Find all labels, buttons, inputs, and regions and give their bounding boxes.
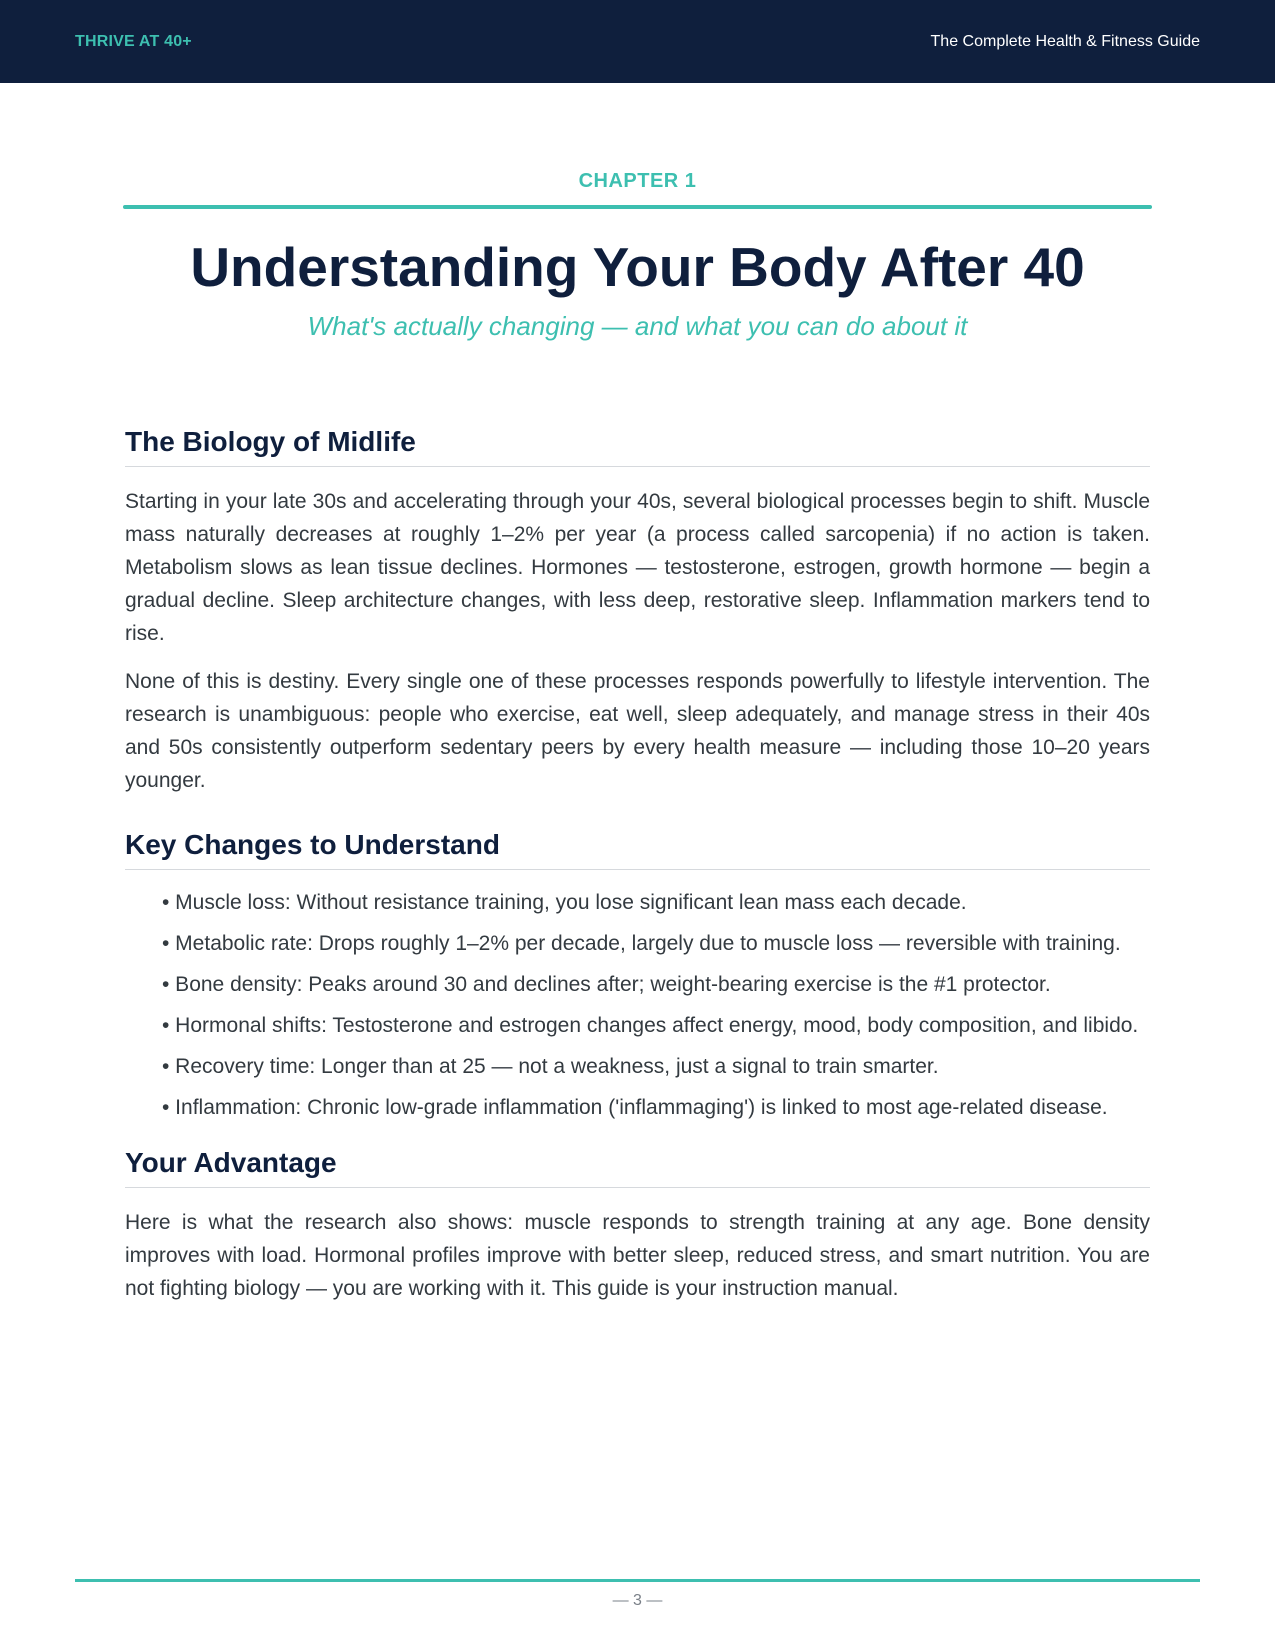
brand-name: THRIVE AT 40+ (75, 32, 192, 50)
section-heading: The Biology of Midlife (125, 424, 1150, 467)
list-item: • Muscle loss: Without resistance training, you lose significant lean mass each decade. (162, 891, 967, 914)
footer-divider (75, 1579, 1200, 1582)
body-paragraph: None of this is destiny. Every single one of these processes responds powerfully to lifestyle intervention. The research is unambiguous: people who exercise, eat well, sleep adequately, and manage stress in their 40s and 50s consistently outperform sedentary peers by every health measure — including those 10–20 years younger. (125, 670, 1150, 792)
top-header-bar (0, 0, 1275, 83)
page-number: — 3 — (612, 1592, 663, 1609)
guide-title: The Complete Health & Fitness Guide (930, 32, 1200, 50)
body-paragraph: Here is what the research also shows: muscle responds to strength training at any age. Bone density improves with load. Hormonal profiles improve with better sleep, reduced stress, and smart nutrition. You are not fighting biology — you are working with it. This guide is your instruction manual. (125, 1211, 1150, 1300)
list-item: • Metabolic rate: Drops roughly 1–2% per decade, largely due to muscle loss — reversible with training. (162, 932, 1121, 955)
section-heading: Key Changes to Understand (125, 827, 1150, 870)
section-biology-of-midlife (125, 424, 1150, 797)
chapter-content (125, 424, 1150, 1305)
list-item: • Bone density: Peaks around 30 and declines after; weight-bearing exercise is the #1 protector. (162, 973, 1051, 996)
key-changes-list (125, 887, 1150, 1123)
list-item: • Recovery time: Longer than at 25 — not a weakness, just a signal to train smarter. (162, 1055, 939, 1078)
section-heading: Your Advantage (125, 1145, 1150, 1188)
page-subtitle: What's actually changing — and what you can do about it (307, 311, 968, 341)
section-your-advantage (125, 1145, 1150, 1305)
list-item: • Inflammation: Chronic low-grade inflammation ('inflammaging') is linked to most age-related disease. (162, 1096, 1108, 1119)
section-key-changes (125, 827, 1150, 1123)
chapter-divider (123, 205, 1152, 209)
chapter-label: CHAPTER 1 (578, 170, 697, 192)
body-paragraph: Starting in your late 30s and accelerating through your 40s, several biological processes begin to shift. Muscle mass naturally decreases at roughly 1–2% per year (a process called sarcopenia) if no action is taken. Metabolism slows as lean tissue declines. Hormones — testosterone, estrogen, growth hormone — begin a gradual decline. Sleep architecture changes, with less deep, restorative sleep. Inflammation markers tend to rise. (125, 490, 1150, 645)
page-title: Understanding Your Body After 40 (190, 236, 1085, 298)
list-item: • Hormonal shifts: Testosterone and estrogen changes affect energy, mood, body composition, and libido. (162, 1014, 1139, 1037)
